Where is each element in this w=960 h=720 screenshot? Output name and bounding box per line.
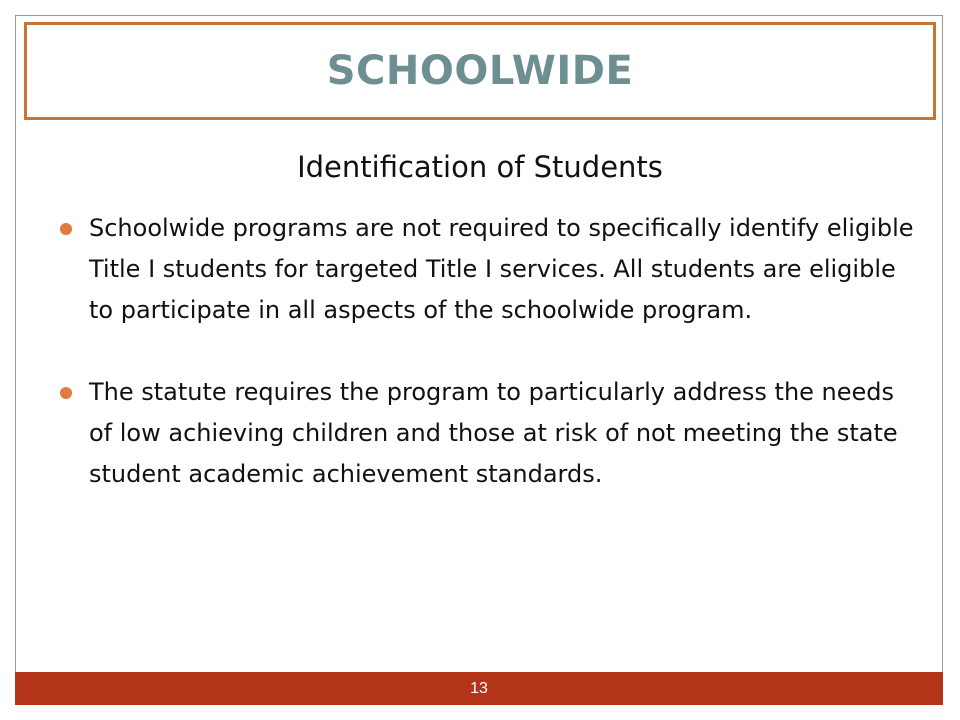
bullet-text-2: The statute requires the program to particularly address the needs of low achieving children and those at risk of not meeting the state student academic achievement standards. (89, 378, 898, 488)
title-box (24, 22, 936, 120)
bullet-item-1 (60, 208, 920, 331)
bullet-dot-icon (60, 387, 72, 399)
footer-bar (15, 672, 943, 705)
slide-subtitle: Identification of Students (297, 150, 663, 184)
bullet-dot-icon (60, 223, 72, 235)
bullet-text-1: Schoolwide programs are not required to specifically identify eligible Title I students for targeted Title I services. All students are eligible to participate in all aspects of the schoolwide program. (89, 214, 914, 324)
slide-title: SCHOOLWIDE (326, 48, 634, 94)
bullet-list (60, 208, 920, 495)
bullet-item-2 (60, 372, 920, 495)
page-number: 13 (470, 679, 488, 697)
